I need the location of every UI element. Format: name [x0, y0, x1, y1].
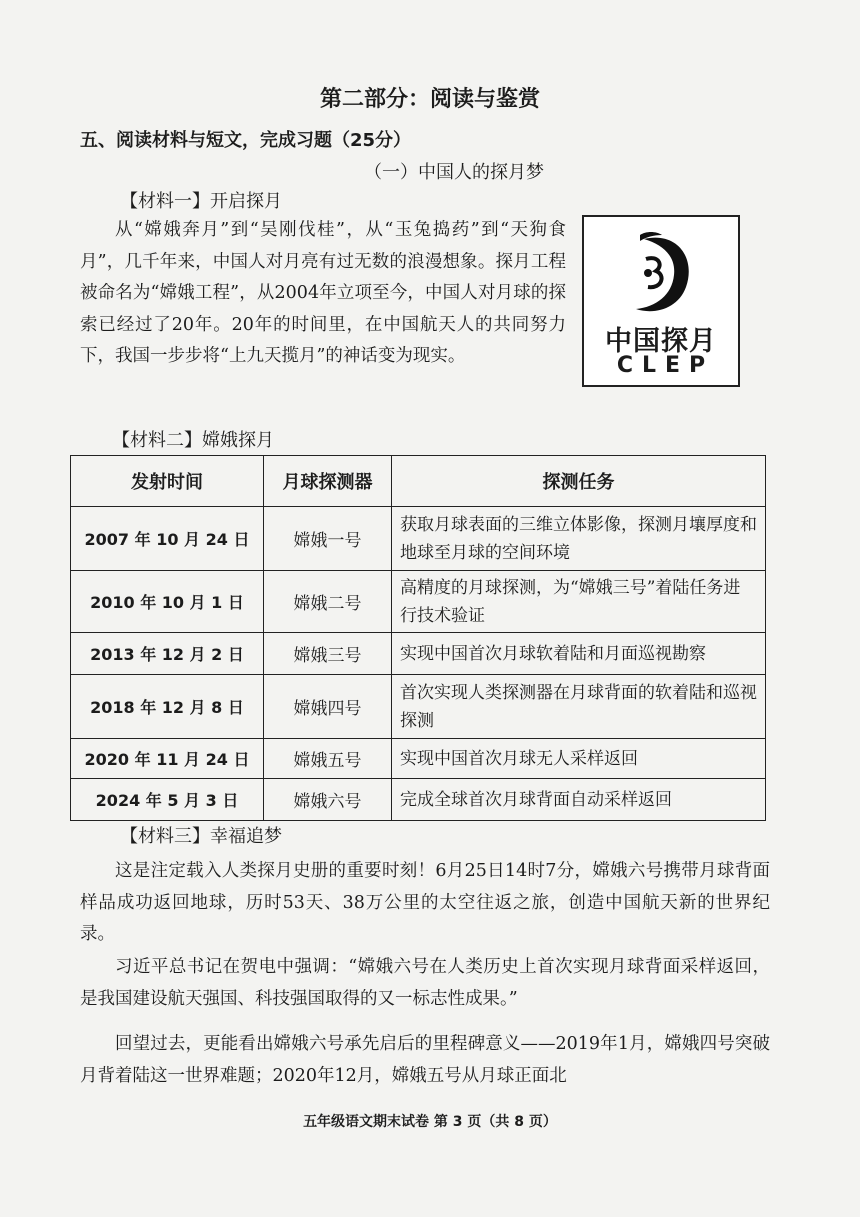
launch-date: 2007 年 10 月 24 日 — [71, 507, 264, 571]
material3-paragraph-1: 这是注定载入人类探月史册的重要时刻！6月25日14时7分，嫦娥六号携带月球背面样品成功返回地球，历时53天、38万公里的太空往返之旅，创造中国航天新的世界纪录。 — [80, 861, 770, 944]
probe-name: 嫦娥三号 — [264, 633, 392, 675]
probe-name: 嫦娥五号 — [264, 739, 392, 779]
material3-paragraph-3: 回望过去，更能看出嫦娥六号承先启后的里程碑意义——2019年1月，嫦娥四号突破月背着陆这一世界难题；2020年12月，嫦娥五号从月球正面北 — [80, 1034, 770, 1086]
mission-task: 实现中国首次月球无人采样返回 — [392, 739, 766, 779]
header-mission-task: 探测任务 — [392, 456, 766, 507]
probe-name: 嫦娥四号 — [264, 675, 392, 739]
table-row — [71, 507, 766, 571]
launch-date: 2020 年 11 月 24 日 — [71, 739, 264, 779]
logo-chinese-text: 中国探月 — [605, 326, 717, 357]
material3-paragraph-2: 习近平总书记在贺电中强调：“嫦娥六号在人类历史上首次实现月球背面采样返回，是我国建设航天强国、科技强国取得的又一标志性成果。” — [80, 957, 770, 1009]
table-row — [71, 571, 766, 633]
material3-heading: 【材料三】幸福追梦 — [120, 826, 282, 847]
launch-date: 2024 年 5 月 3 日 — [71, 779, 264, 821]
header-launch-date: 发射时间 — [71, 456, 264, 507]
page-footer: 五年级语文期末试卷 第 3 页（共 8 页） — [303, 1114, 557, 1130]
launch-date: 2010 年 10 月 1 日 — [71, 571, 264, 633]
logo-english-text: CLEP — [616, 353, 715, 378]
table-row — [71, 633, 766, 675]
table-header-row — [71, 456, 766, 507]
mission-task: 完成全球首次月球背面自动采样返回 — [392, 779, 766, 821]
mission-task: 实现中国首次月球软着陆和月面巡视勘察 — [392, 633, 766, 675]
launch-date: 2013 年 12 月 2 日 — [71, 633, 264, 675]
mission-task: 高精度的月球探测，为“嫦娥三号”着陆任务进行技术验证 — [392, 571, 766, 633]
probe-name: 嫦娥二号 — [264, 571, 392, 633]
material2-heading: 【材料二】嫦娥探月 — [112, 430, 274, 451]
launch-date: 2018 年 12 月 8 日 — [71, 675, 264, 739]
clep-logo — [582, 215, 740, 387]
clep-moon-logo-icon — [626, 229, 698, 317]
table-row — [71, 739, 766, 779]
material1-heading: 【材料一】开启探月 — [120, 191, 282, 212]
part-title: 第二部分：阅读与鉴赏 — [319, 87, 540, 112]
header-probe: 月球探测器 — [264, 456, 392, 507]
table-row — [71, 779, 766, 821]
chang-e-mission-table — [70, 455, 766, 821]
mission-task: 首次实现人类探测器在月球背面的软着陆和巡视探测 — [392, 675, 766, 739]
material1-text: 从“嫦娥奔月”到“吴刚伐桂”，从“玉兔捣药”到“天狗食月”，几千年来，中国人对月亮有过无数的浪漫想象。探月工程被命名为“嫦娥工程”，从2004年立项至今，中国人对月球的探索已经过了20年。20年的时间里，在中国航天人的共同努力下，我国一步步将“上九天揽月”的神话变为现实。 — [80, 220, 566, 366]
section-title: 五、阅读材料与短文，完成习题（25分） — [80, 130, 412, 151]
probe-name: 嫦娥六号 — [264, 779, 392, 821]
mission-task: 获取月球表面的三维立体影像，探测月壤厚度和地球至月球的空间环境 — [392, 507, 766, 571]
table-row — [71, 675, 766, 739]
probe-name: 嫦娥一号 — [264, 507, 392, 571]
passage-title: （一）中国人的探月梦 — [364, 162, 544, 183]
